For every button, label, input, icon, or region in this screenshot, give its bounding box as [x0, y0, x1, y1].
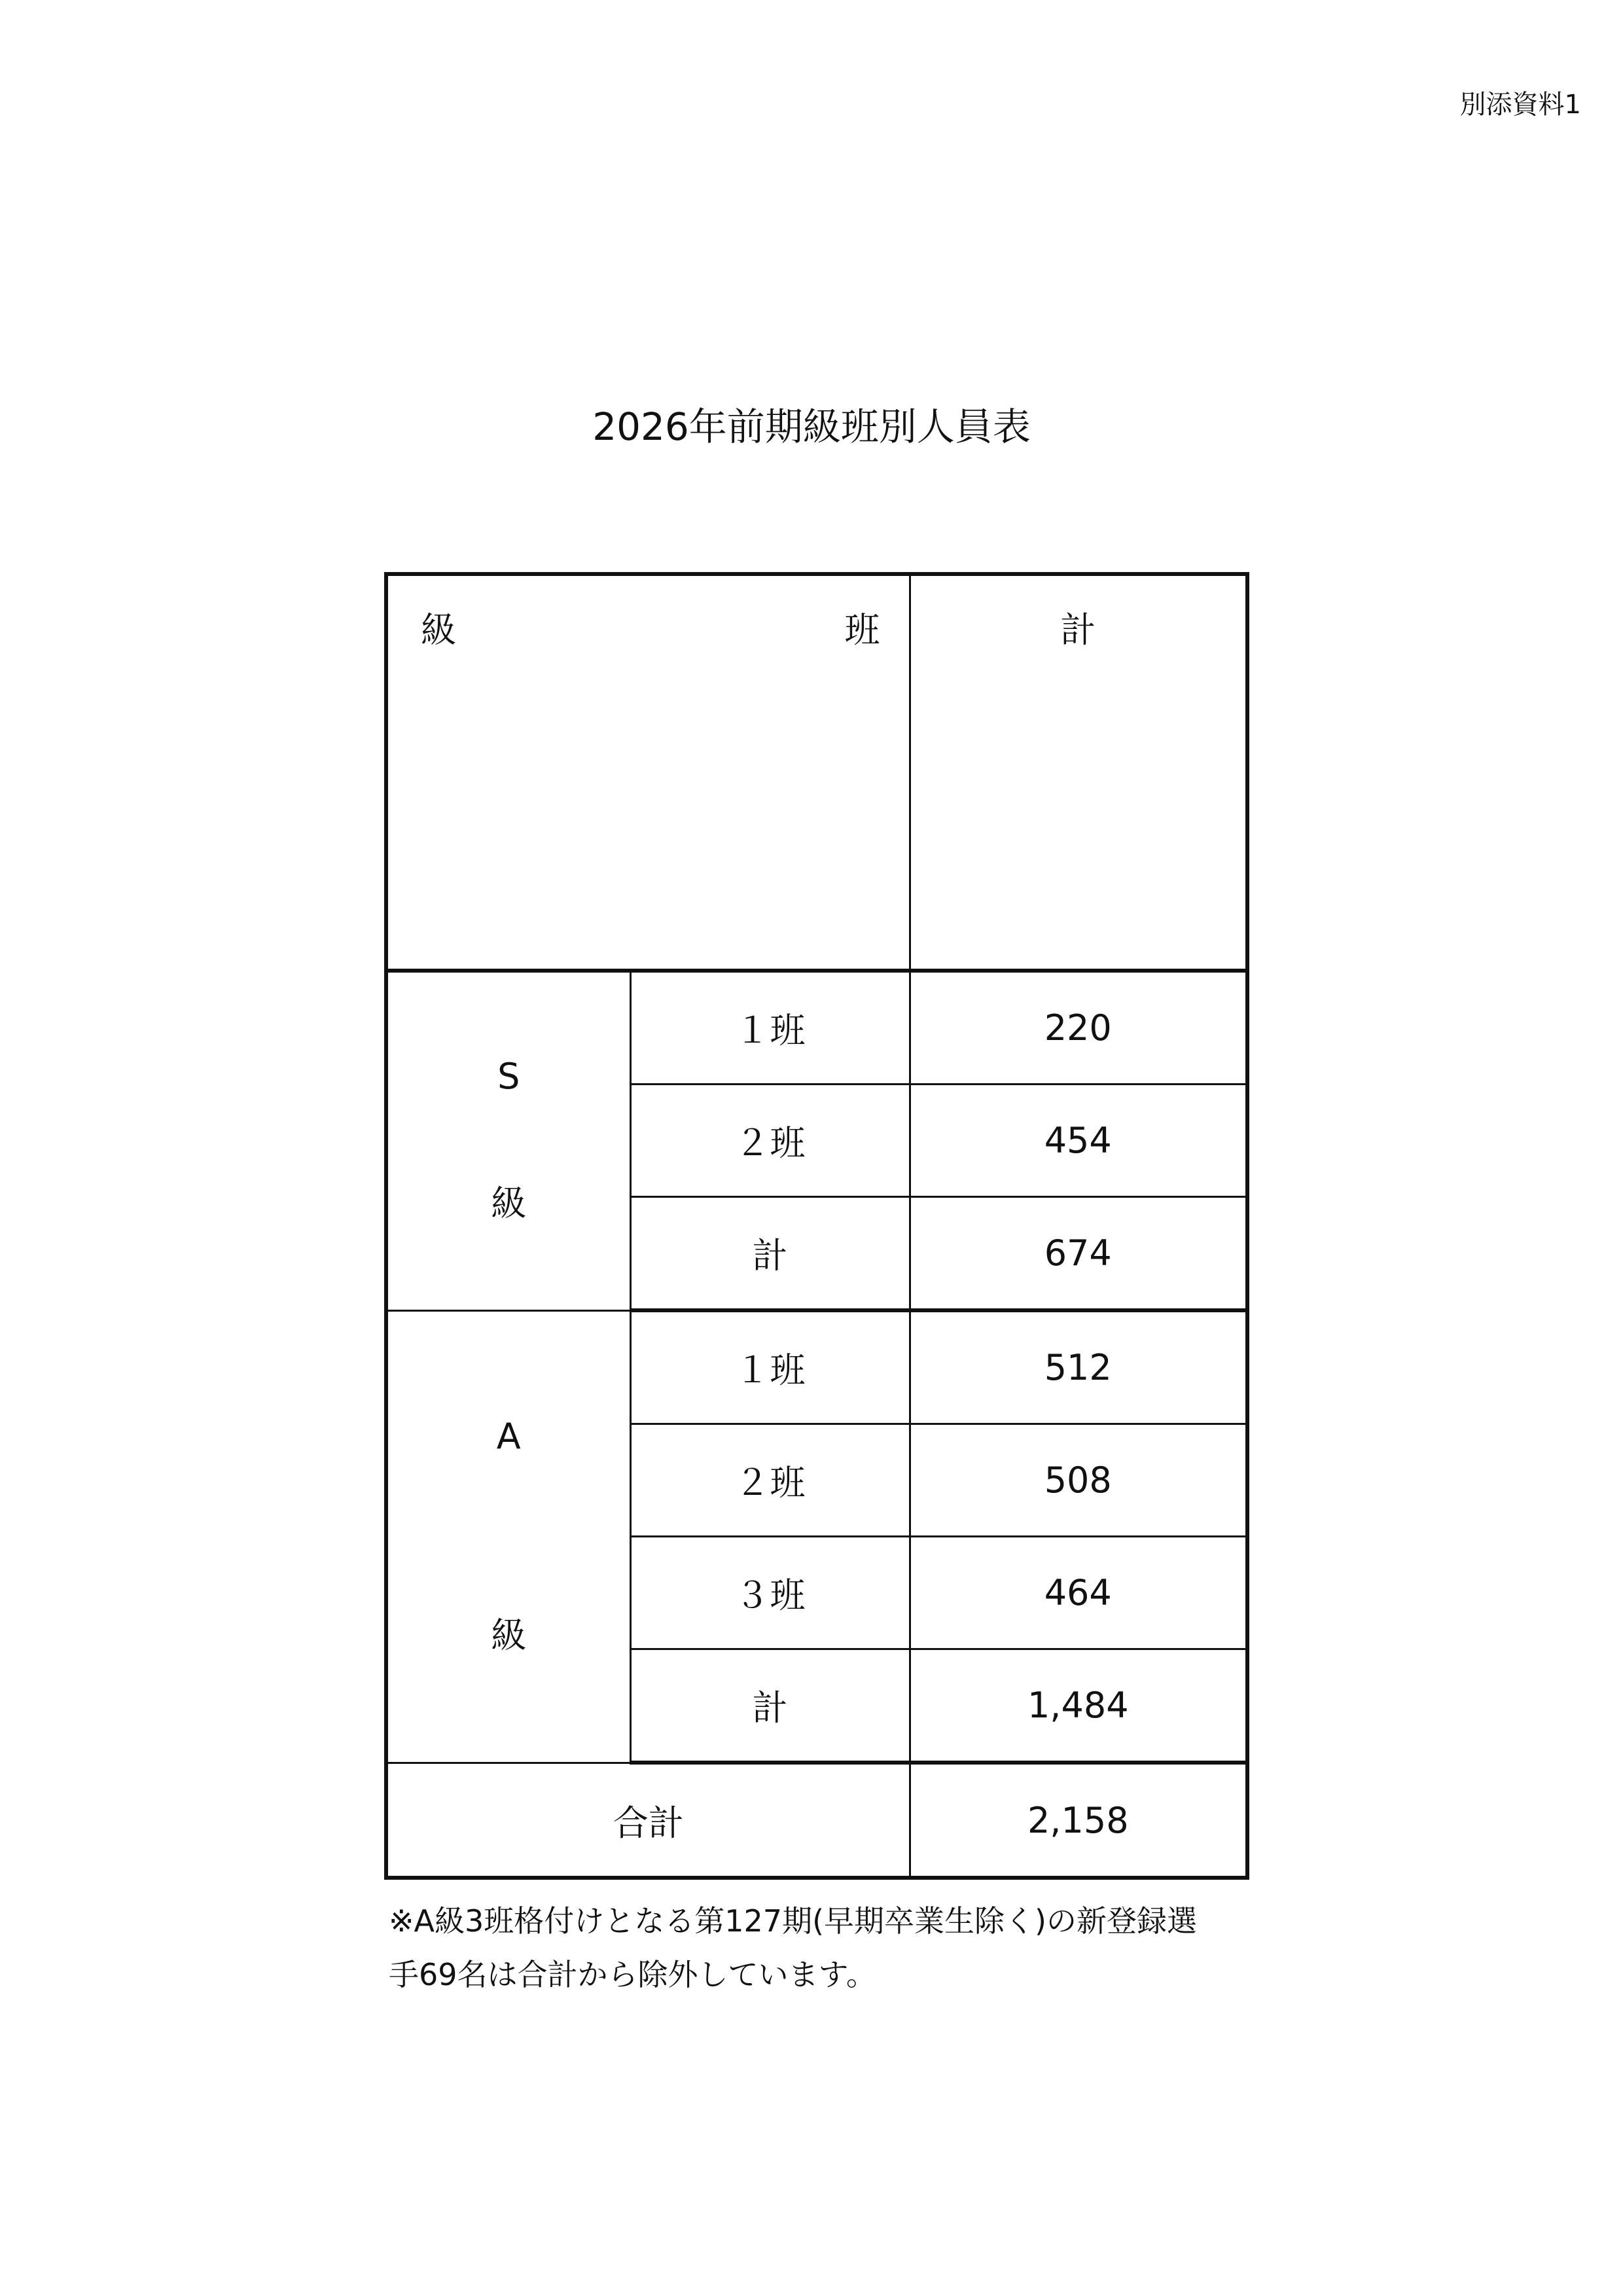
group-cell: 計: [630, 1649, 910, 1763]
count-cell: 220: [910, 971, 1247, 1085]
count-cell: 508: [910, 1424, 1247, 1537]
header-grade-label: 級: [421, 609, 456, 651]
group-cell: １班: [630, 1310, 910, 1424]
count-cell: 454: [910, 1085, 1247, 1197]
header-total-cell: [910, 574, 1247, 971]
group-cell: １班: [630, 971, 910, 1085]
group-cell: ２班: [630, 1424, 910, 1537]
table-row-grand-total: [386, 1763, 1247, 1878]
roster-table: [384, 572, 1249, 1880]
count-cell: 464: [910, 1537, 1247, 1649]
footnote-line: 手69名は合計から除外しています。: [389, 1957, 876, 1992]
table-header-row: [386, 574, 1247, 971]
count-cell: 674: [910, 1197, 1247, 1311]
grade-letter: S: [497, 1056, 520, 1098]
count-cell: 512: [910, 1310, 1247, 1424]
header-grade-group-cell: [386, 574, 910, 971]
footnote-line: ※A級3班格付けとなる第127期(早期卒業生除く)の新登録選: [389, 1903, 1197, 1939]
header-total-label: 計: [1060, 609, 1096, 651]
table-row: [386, 1310, 1247, 1424]
group-cell: 計: [630, 1197, 910, 1311]
attachment-label: 別添資料1: [1459, 90, 1581, 120]
grade-suffix: 級: [491, 1183, 527, 1225]
grade-suffix: 級: [491, 1614, 527, 1656]
count-cell: 1,484: [910, 1649, 1247, 1763]
grand-total-label: 合計: [386, 1763, 910, 1878]
group-cell: ３班: [630, 1537, 910, 1649]
grade-cell-a: [386, 1310, 630, 1763]
group-cell: ２班: [630, 1085, 910, 1197]
grand-total-count: 2,158: [910, 1763, 1247, 1878]
document-title: 2026年前期級班別人員表: [592, 404, 1031, 449]
grade-cell-s: [386, 971, 630, 1310]
table-row: [386, 971, 1247, 1085]
header-group-label: 班: [844, 609, 880, 651]
footnote: [389, 1894, 1259, 2001]
grade-letter: A: [496, 1415, 521, 1457]
